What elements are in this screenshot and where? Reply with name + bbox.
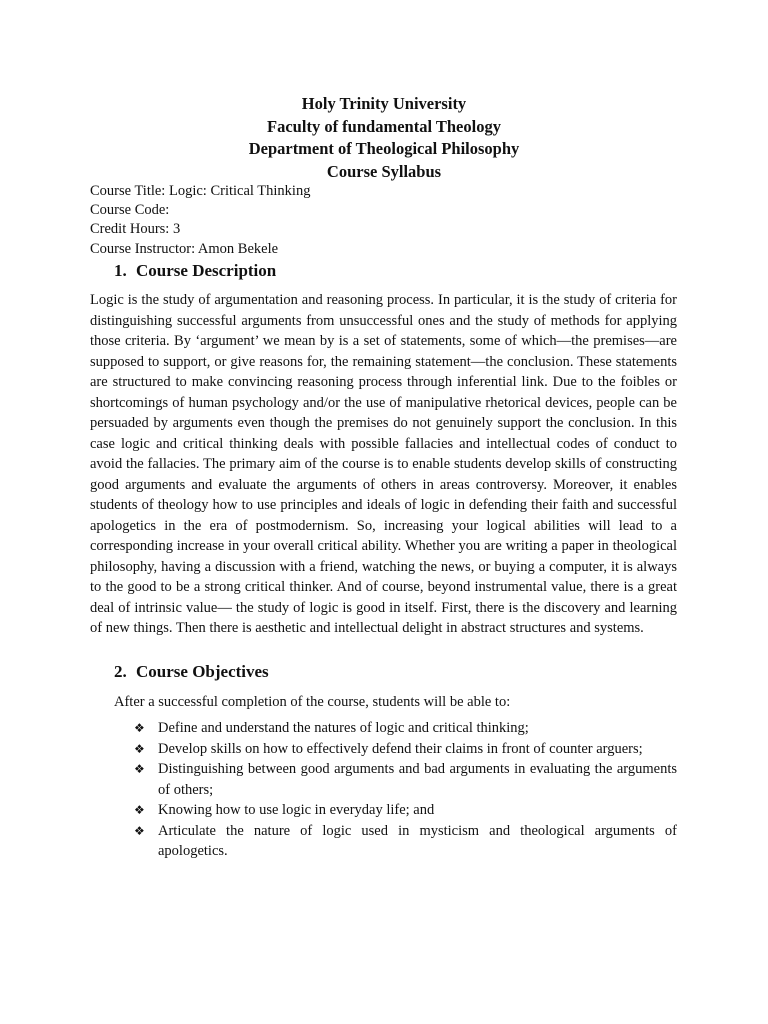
list-item: ❖ Develop skills on how to effectively defend their claims in front of counter arguers; xyxy=(134,739,677,760)
diamond-bullet-icon: ❖ xyxy=(134,803,145,817)
university-name: Holy Trinity University xyxy=(301,94,467,113)
section-heading-course-description xyxy=(114,260,276,282)
course-instructor: Course Instructor: Amon Bekele xyxy=(90,240,279,257)
course-description-paragraph: Logic is the study of argumentation and reasoning process. In particular, it is the study of criteria for distinguishing successful arguments from unsuccessful ones and the study of methods for applying those criteria. By ‘argument’ we mean by is a set of statements, some of which—the premises—are supposed to support, or give reasons for, the remaining statement—the conclusion. These statements are structured to make convincing reasoning process through inferential link. Due to the foibles or shortcomings of human psychology and/or the use of manipulative rhetorical devices, people can be persuaded by arguments even though the premises do not genuinely support the conclusion. In this case logic and critical thinking deals with possible fallacies and intellectual codes of conduct to avoid the fallacies. The primary aim of the course is to enable students develop skills of constructing good arguments and evaluate the arguments of others in areas controversy. Moreover, it enables students of theology how to use principles and ideals of logic in defending their faith and successful apologetics in the era of postmodernism. So, increasing your logical abilities will lead to a corresponding increase in your overall critical ability. Whether you are writing a paper in theological philosophy, having a discussion with a friend, watching the news, or buying a computer, it is always to the good to be a strong critical thinker. And of course, beyond instrumental value, there is a great deal of intrinsic value— the study of logic is good in itself. First, there is the discovery and learning of new things. Then there is aesthetic and intellectual delight in abstract structures and systems. xyxy=(90,292,677,636)
diamond-bullet-icon: ❖ xyxy=(134,823,145,838)
diamond-bullet-icon: ❖ xyxy=(134,721,145,735)
section-number: 2. xyxy=(114,662,127,681)
list-item: ❖ Define and understand the natures of logic and critical thinking; xyxy=(134,718,677,739)
course-title: Course Title: Logic: Critical Thinking xyxy=(90,183,311,199)
diamond-bullet-icon: ❖ xyxy=(134,741,145,756)
list-item: ❖ Knowing how to use logic in everyday life; and xyxy=(134,800,677,821)
section-number: 1. xyxy=(114,261,127,280)
section-title: Course Objectives xyxy=(136,662,269,681)
course-meta xyxy=(90,182,310,259)
diamond-bullet-icon: ❖ xyxy=(134,762,145,776)
section-title: Course Description xyxy=(136,261,277,280)
document-header xyxy=(0,93,768,183)
list-item: ❖ Distinguishing between good arguments and bad arguments in evaluating the arguments of others; xyxy=(134,761,677,798)
section-heading-course-objectives xyxy=(114,661,269,683)
objectives-intro: After a successful completion of the course, students will be able to: xyxy=(114,694,511,710)
course-code: Course Code: xyxy=(90,202,170,219)
department-name: Department of Theological Philosophy xyxy=(248,139,520,158)
faculty-name: Faculty of fundamental Theology xyxy=(267,116,501,136)
document-title: Course Syllabus xyxy=(326,161,442,181)
objectives-list xyxy=(134,718,677,862)
credit-hours: Credit Hours: 3 xyxy=(90,221,181,238)
list-item: ❖ Articulate the nature of logic used in mysticism and theological arguments of apologetics. xyxy=(134,822,677,859)
